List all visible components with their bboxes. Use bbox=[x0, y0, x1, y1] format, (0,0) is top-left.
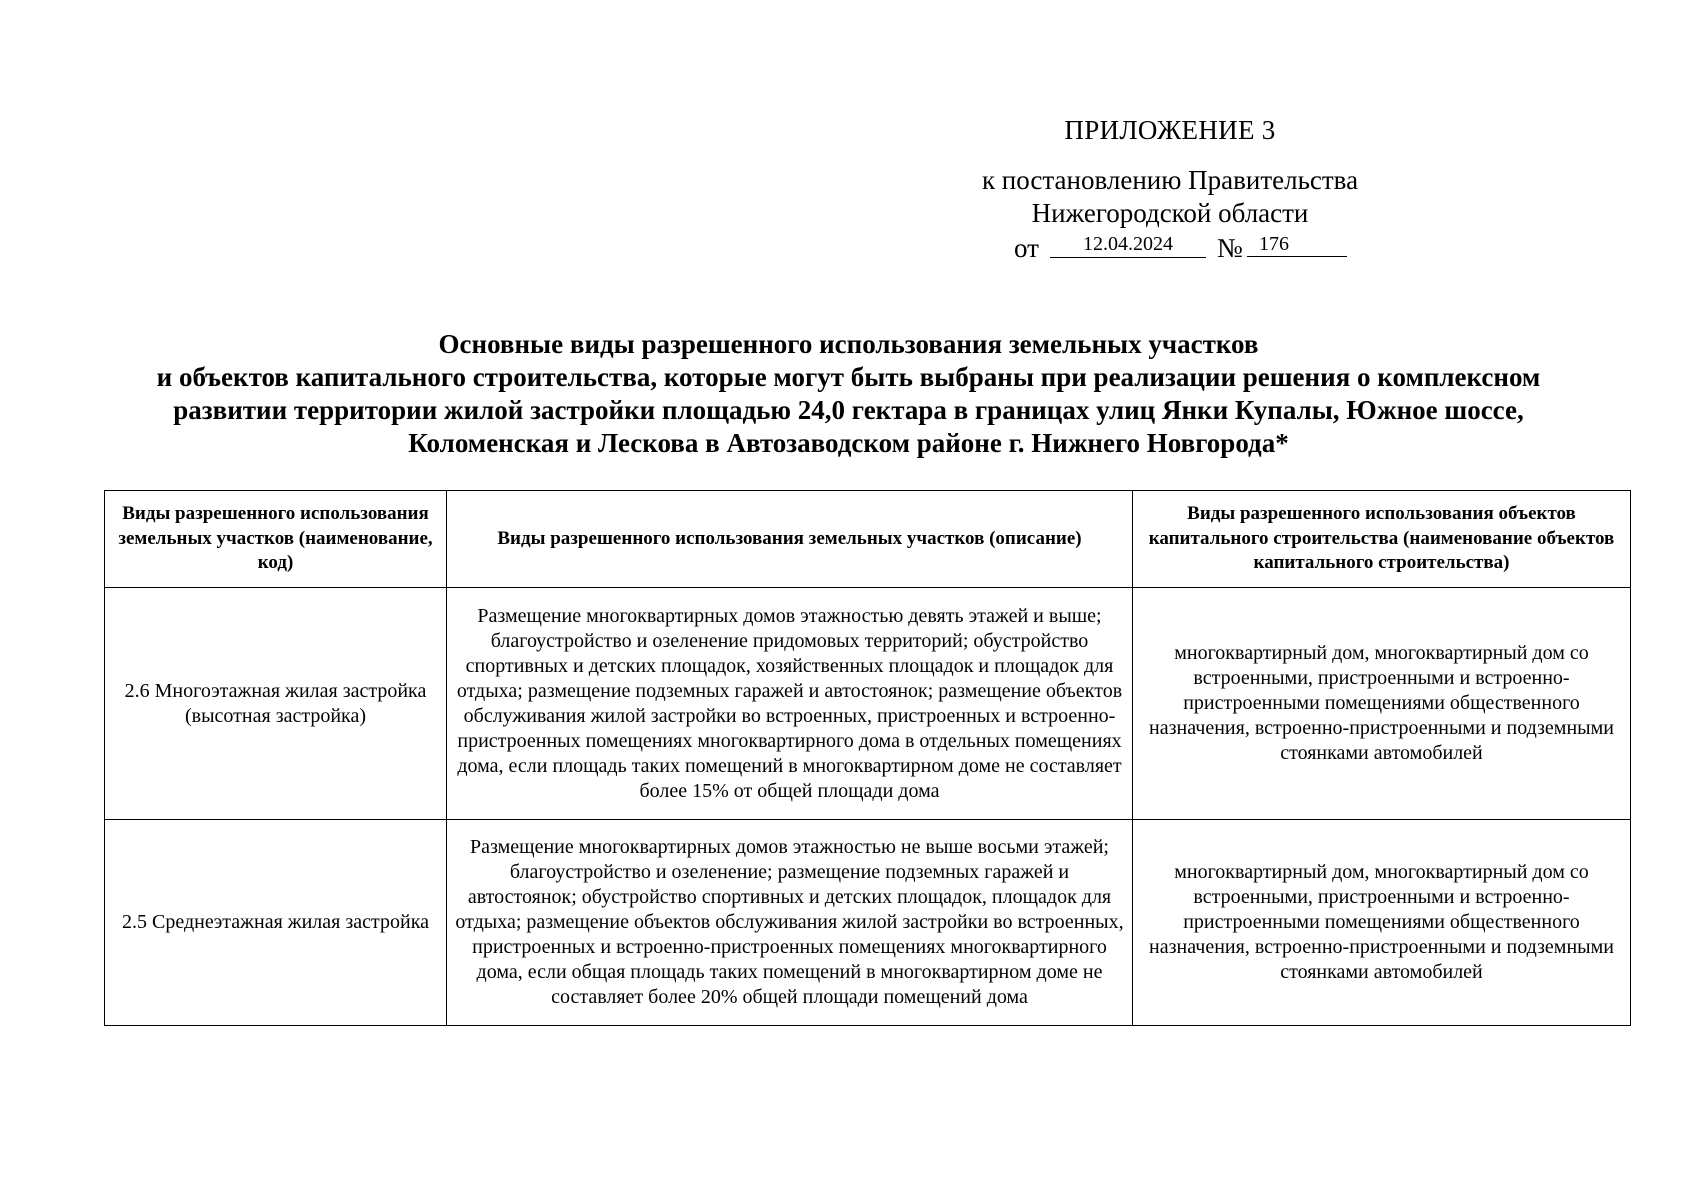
decree-date: 12.04.2024 bbox=[1050, 231, 1206, 258]
title-line-2: и объектов капитального строительства, которые могут быть выбраны при реализации решения о комплексном bbox=[156, 362, 1541, 392]
table-row bbox=[105, 820, 1631, 1026]
number-sign: № bbox=[1217, 233, 1243, 263]
cell-land-use-description: Размещение многоквартирных домов этажностью девять этажей и выше; благоустройство и озеленение придомовых территорий; обустройство спортивных и детских площадок, хозяйственных площадок и площадок для отдыха; размещение подземных гаражей и автостоянок; размещение объектов обслуживания жилой застройки во встроенных, пристроенных и встроенно-пристроенных помещениях многоквартирного дома в отдельных помещениях дома, если площадь таких помещений в многоквартирном доме не составляет более 15% от общей площади дома bbox=[447, 588, 1133, 820]
table-header-row bbox=[105, 491, 1631, 588]
date-prefix: от bbox=[1014, 233, 1039, 263]
appendix-label: ПРИЛОЖЕНИЕ 3 bbox=[1064, 115, 1276, 145]
decree-date-number bbox=[1014, 231, 1344, 265]
title-line-4: Коломенская и Лескова в Автозаводском районе г. Нижнего Новгорода* bbox=[408, 428, 1289, 458]
title-line-1: Основные виды разрешенного использования земельных участков bbox=[438, 329, 1259, 359]
cell-capital-objects: многоквартирный дом, многоквартирный дом со встроенными, пристроенными и встроенно-пристроенными помещениями общественного назначения, встроенно-пристроенными и подземными стоянками автомобилей bbox=[1133, 820, 1631, 1026]
header-land-use-name: Виды разрешенного использования земельных участков (наименование, код) bbox=[105, 491, 447, 588]
title-line-3: развитии территории жилой застройки площадью 24,0 гектара в границах улиц Янки Купалы, Южное шоссе, bbox=[173, 395, 1524, 425]
header-land-use-description: Виды разрешенного использования земельных участков (описание) bbox=[447, 491, 1133, 588]
cell-land-use-description: Размещение многоквартирных домов этажностью не выше восьми этажей; благоустройство и озеленение; размещение подземных гаражей и автостоянок; обустройство спортивных и детских площадок, площадок для отдыха; размещение объектов обслуживания жилой застройки во встроенных, пристроенных и встроенно-пристроенных помещениях многоквартирного дома, если общая площадь таких помещений в многоквартирном доме не составляет более 20% общей площади помещений дома bbox=[447, 820, 1133, 1026]
decree-line-2: Нижегородской области bbox=[1031, 198, 1309, 228]
decree-line-1: к постановлению Правительства bbox=[981, 165, 1359, 195]
document-title bbox=[100, 328, 1597, 460]
land-use-table bbox=[104, 490, 1631, 1026]
cell-capital-objects: многоквартирный дом, многоквартирный дом со встроенными, пристроенными и встроенно-пристроенными помещениями общественного назначения, встроенно-пристроенными и подземными стоянками автомобилей bbox=[1133, 588, 1631, 820]
decree-reference bbox=[960, 164, 1380, 230]
table-row bbox=[105, 588, 1631, 820]
decree-number: 176 bbox=[1247, 231, 1347, 257]
cell-land-use-name: 2.5 Среднеэтажная жилая застройка bbox=[105, 820, 447, 1026]
cell-land-use-name: 2.6 Многоэтажная жилая застройка (высотная застройка) bbox=[105, 588, 447, 820]
header-capital-objects: Виды разрешенного использования объектов капитального строительства (наименование объектов капитального строительства) bbox=[1133, 491, 1631, 588]
